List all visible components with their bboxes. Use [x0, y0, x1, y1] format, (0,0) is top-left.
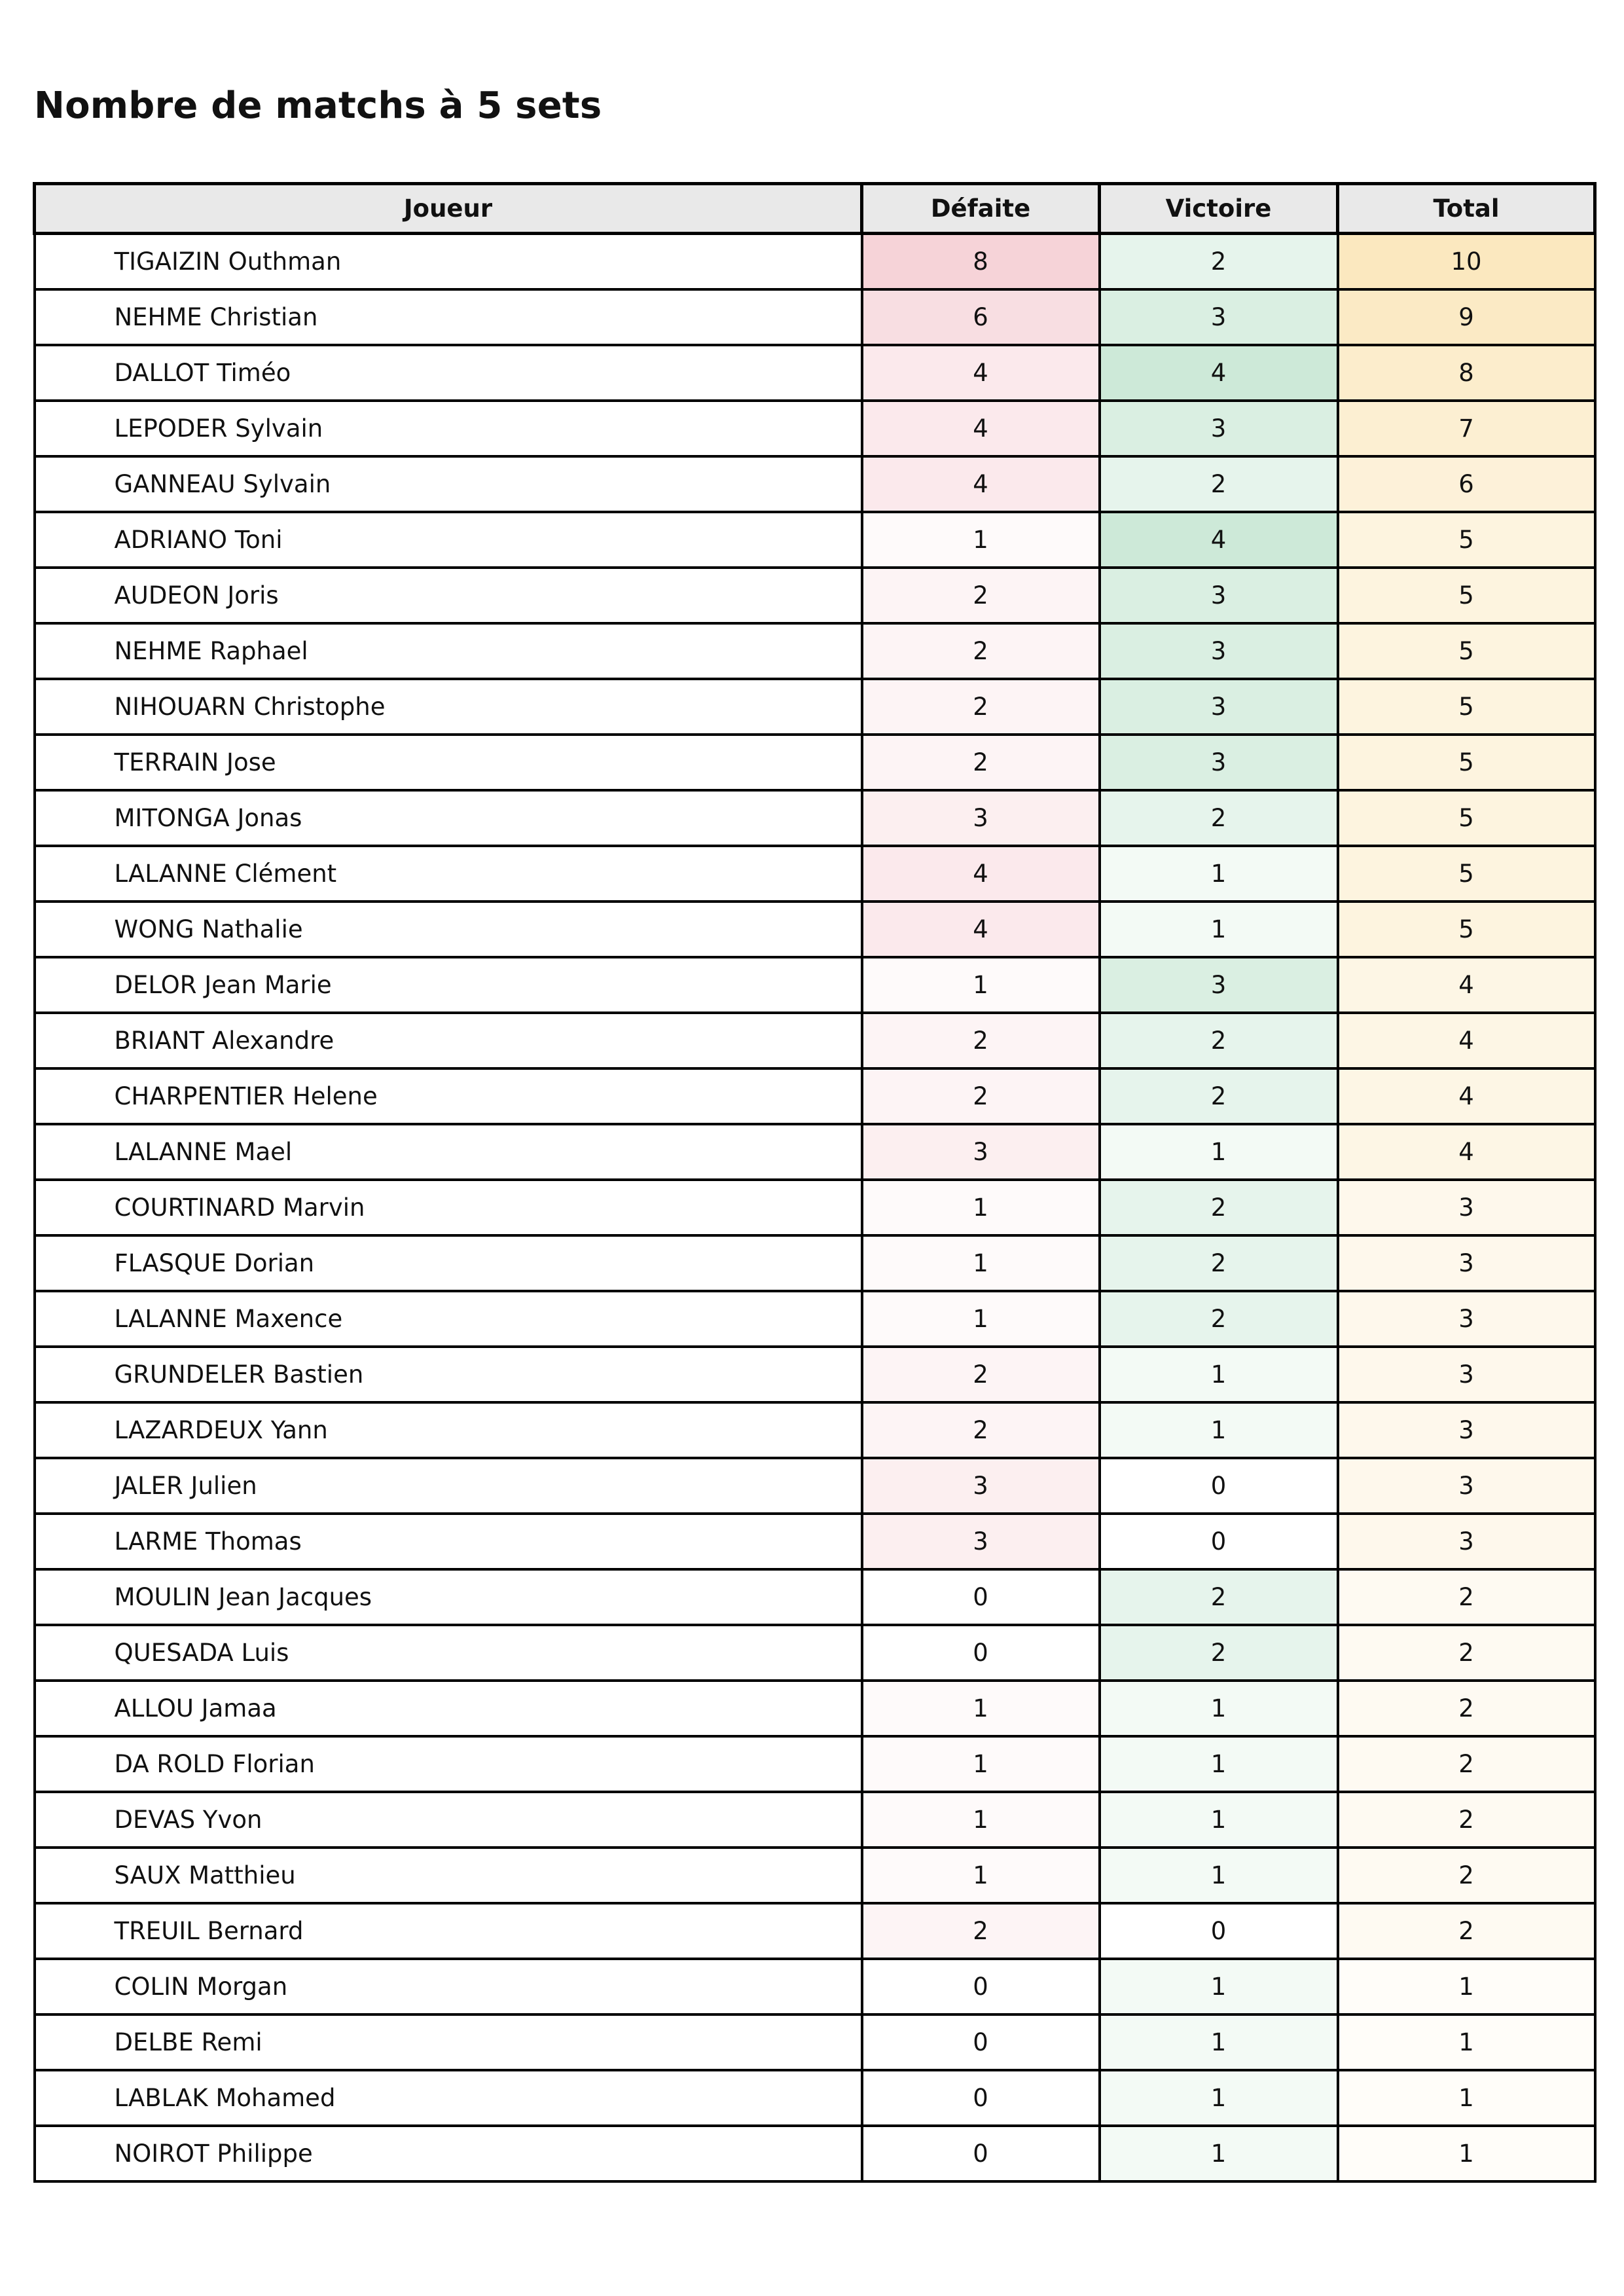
cell-victoire: 4: [1100, 345, 1338, 401]
cell-player: SAUX Matthieu: [35, 1848, 862, 1903]
cell-defaite: 2: [862, 679, 1100, 735]
table-row: [35, 1625, 1595, 1681]
cell-player: TERRAIN Jose: [35, 735, 862, 790]
cell-victoire: 2: [1100, 1235, 1338, 1291]
cell-victoire: 2: [1100, 1291, 1338, 1347]
table-row: [35, 1514, 1595, 1569]
cell-total: 3: [1338, 1514, 1595, 1569]
table-header: [35, 184, 1595, 234]
table-row: [35, 1569, 1595, 1625]
cell-total: 2: [1338, 1569, 1595, 1625]
cell-total: 10: [1338, 234, 1595, 289]
cell-total: 2: [1338, 1681, 1595, 1736]
table-row: [35, 790, 1595, 846]
cell-victoire: 1: [1100, 902, 1338, 957]
table-row: [35, 1068, 1595, 1124]
cell-player: TREUIL Bernard: [35, 1903, 862, 1959]
cell-player: DELBE Remi: [35, 2014, 862, 2070]
cell-defaite: 1: [862, 1180, 1100, 1235]
table-body: [35, 234, 1595, 2181]
cell-victoire: 3: [1100, 401, 1338, 456]
cell-total: 3: [1338, 1402, 1595, 1458]
cell-victoire: 1: [1100, 1736, 1338, 1792]
cell-defaite: 3: [862, 790, 1100, 846]
cell-victoire: 1: [1100, 1124, 1338, 1180]
cell-player: AUDEON Joris: [35, 568, 862, 623]
table-row: [35, 1013, 1595, 1068]
cell-defaite: 2: [862, 1013, 1100, 1068]
cell-defaite: 1: [862, 1291, 1100, 1347]
cell-player: DALLOT Timéo: [35, 345, 862, 401]
cell-victoire: 0: [1100, 1458, 1338, 1514]
table-row: [35, 1681, 1595, 1736]
cell-defaite: 4: [862, 902, 1100, 957]
table-row: [35, 957, 1595, 1013]
stats-table-container: [33, 182, 1593, 2183]
cell-defaite: 1: [862, 1848, 1100, 1903]
cell-player: ADRIANO Toni: [35, 512, 862, 568]
table-row: [35, 1736, 1595, 1792]
table-header-row: [35, 184, 1595, 234]
cell-player: QUESADA Luis: [35, 1625, 862, 1681]
cell-total: 3: [1338, 1180, 1595, 1235]
cell-defaite: 1: [862, 1235, 1100, 1291]
cell-player: NIHOUARN Christophe: [35, 679, 862, 735]
cell-defaite: 3: [862, 1124, 1100, 1180]
cell-player: FLASQUE Dorian: [35, 1235, 862, 1291]
table-row: [35, 1235, 1595, 1291]
cell-player: LABLAK Mohamed: [35, 2070, 862, 2126]
table-row: [35, 846, 1595, 902]
cell-victoire: 2: [1100, 1180, 1338, 1235]
table-row: [35, 1959, 1595, 2014]
cell-total: 5: [1338, 512, 1595, 568]
cell-defaite: 2: [862, 1347, 1100, 1402]
cell-defaite: 1: [862, 1792, 1100, 1848]
cell-player: COLIN Morgan: [35, 1959, 862, 2014]
cell-total: 4: [1338, 957, 1595, 1013]
table-row: [35, 512, 1595, 568]
cell-total: 9: [1338, 289, 1595, 345]
cell-defaite: 1: [862, 1736, 1100, 1792]
table-row: [35, 1402, 1595, 1458]
cell-defaite: 1: [862, 512, 1100, 568]
table-row: [35, 345, 1595, 401]
column-header-defaite: Défaite: [862, 184, 1100, 234]
table-row: [35, 2126, 1595, 2181]
cell-victoire: 2: [1100, 1013, 1338, 1068]
table-row: [35, 401, 1595, 456]
table-row: [35, 1458, 1595, 1514]
cell-victoire: 3: [1100, 679, 1338, 735]
cell-total: 4: [1338, 1124, 1595, 1180]
cell-victoire: 1: [1100, 1681, 1338, 1736]
column-header-player: Joueur: [35, 184, 862, 234]
cell-victoire: 1: [1100, 2070, 1338, 2126]
cell-defaite: 0: [862, 1625, 1100, 1681]
cell-player: DELOR Jean Marie: [35, 957, 862, 1013]
cell-defaite: 2: [862, 1402, 1100, 1458]
five-set-matches-table: [33, 182, 1597, 2183]
cell-defaite: 3: [862, 1514, 1100, 1569]
cell-victoire: 1: [1100, 846, 1338, 902]
cell-victoire: 2: [1100, 1625, 1338, 1681]
cell-victoire: 0: [1100, 1514, 1338, 1569]
cell-victoire: 2: [1100, 456, 1338, 512]
table-row: [35, 1291, 1595, 1347]
cell-player: GRUNDELER Bastien: [35, 1347, 862, 1402]
table-row: [35, 289, 1595, 345]
cell-victoire: 3: [1100, 289, 1338, 345]
cell-player: BRIANT Alexandre: [35, 1013, 862, 1068]
cell-total: 5: [1338, 568, 1595, 623]
cell-player: NEHME Raphael: [35, 623, 862, 679]
cell-player: LALANNE Maxence: [35, 1291, 862, 1347]
cell-total: 2: [1338, 1848, 1595, 1903]
cell-victoire: 2: [1100, 234, 1338, 289]
cell-defaite: 2: [862, 568, 1100, 623]
cell-victoire: 1: [1100, 2014, 1338, 2070]
cell-total: 5: [1338, 735, 1595, 790]
cell-player: LALANNE Mael: [35, 1124, 862, 1180]
cell-total: 1: [1338, 2070, 1595, 2126]
cell-player: LAZARDEUX Yann: [35, 1402, 862, 1458]
cell-total: 3: [1338, 1458, 1595, 1514]
cell-victoire: 3: [1100, 568, 1338, 623]
cell-victoire: 1: [1100, 1347, 1338, 1402]
cell-player: DEVAS Yvon: [35, 1792, 862, 1848]
cell-victoire: 3: [1100, 623, 1338, 679]
cell-defaite: 4: [862, 345, 1100, 401]
table-row: [35, 1347, 1595, 1402]
cell-defaite: 8: [862, 234, 1100, 289]
cell-defaite: 2: [862, 623, 1100, 679]
cell-total: 2: [1338, 1903, 1595, 1959]
cell-player: NEHME Christian: [35, 289, 862, 345]
cell-total: 1: [1338, 1959, 1595, 2014]
table-row: [35, 456, 1595, 512]
table-row: [35, 2070, 1595, 2126]
table-row: [35, 623, 1595, 679]
cell-total: 1: [1338, 2014, 1595, 2070]
cell-defaite: 0: [862, 2014, 1100, 2070]
cell-total: 5: [1338, 790, 1595, 846]
cell-victoire: 2: [1100, 1068, 1338, 1124]
cell-total: 3: [1338, 1347, 1595, 1402]
table-row: [35, 735, 1595, 790]
cell-player: TIGAIZIN Outhman: [35, 234, 862, 289]
cell-total: 7: [1338, 401, 1595, 456]
cell-defaite: 0: [862, 2126, 1100, 2181]
cell-total: 3: [1338, 1235, 1595, 1291]
cell-player: CHARPENTIER Helene: [35, 1068, 862, 1124]
column-header-total: Total: [1338, 184, 1595, 234]
cell-player: LEPODER Sylvain: [35, 401, 862, 456]
cell-victoire: 3: [1100, 957, 1338, 1013]
cell-victoire: 1: [1100, 1792, 1338, 1848]
cell-defaite: 0: [862, 1959, 1100, 2014]
cell-player: NOIROT Philippe: [35, 2126, 862, 2181]
cell-victoire: 4: [1100, 512, 1338, 568]
cell-defaite: 3: [862, 1458, 1100, 1514]
cell-player: MITONGA Jonas: [35, 790, 862, 846]
column-header-victoire: Victoire: [1100, 184, 1338, 234]
cell-defaite: 2: [862, 735, 1100, 790]
table-row: [35, 1180, 1595, 1235]
cell-defaite: 2: [862, 1068, 1100, 1124]
cell-defaite: 0: [862, 2070, 1100, 2126]
table-row: [35, 1792, 1595, 1848]
cell-player: LALANNE Clément: [35, 846, 862, 902]
cell-defaite: 1: [862, 1681, 1100, 1736]
cell-total: 6: [1338, 456, 1595, 512]
cell-player: GANNEAU Sylvain: [35, 456, 862, 512]
table-row: [35, 234, 1595, 289]
cell-player: JALER Julien: [35, 1458, 862, 1514]
cell-victoire: 3: [1100, 735, 1338, 790]
cell-player: DA ROLD Florian: [35, 1736, 862, 1792]
cell-total: 2: [1338, 1736, 1595, 1792]
table-row: [35, 1903, 1595, 1959]
cell-victoire: 0: [1100, 1903, 1338, 1959]
cell-total: 5: [1338, 679, 1595, 735]
cell-defaite: 1: [862, 957, 1100, 1013]
cell-defaite: 2: [862, 1903, 1100, 1959]
cell-player: ALLOU Jamaa: [35, 1681, 862, 1736]
cell-defaite: 6: [862, 289, 1100, 345]
page-title: Nombre de matchs à 5 sets: [34, 84, 602, 127]
cell-victoire: 1: [1100, 1848, 1338, 1903]
cell-total: 4: [1338, 1068, 1595, 1124]
cell-total: 5: [1338, 623, 1595, 679]
table-row: [35, 1848, 1595, 1903]
cell-total: 8: [1338, 345, 1595, 401]
cell-player: LARME Thomas: [35, 1514, 862, 1569]
table-row: [35, 1124, 1595, 1180]
table-row: [35, 679, 1595, 735]
cell-total: 4: [1338, 1013, 1595, 1068]
cell-victoire: 1: [1100, 2126, 1338, 2181]
cell-total: 5: [1338, 902, 1595, 957]
cell-total: 5: [1338, 846, 1595, 902]
cell-total: 2: [1338, 1625, 1595, 1681]
cell-defaite: 0: [862, 1569, 1100, 1625]
cell-total: 3: [1338, 1291, 1595, 1347]
cell-defaite: 4: [862, 846, 1100, 902]
table-row: [35, 2014, 1595, 2070]
cell-victoire: 1: [1100, 1959, 1338, 2014]
cell-player: MOULIN Jean Jacques: [35, 1569, 862, 1625]
cell-total: 1: [1338, 2126, 1595, 2181]
cell-defaite: 4: [862, 401, 1100, 456]
cell-player: COURTINARD Marvin: [35, 1180, 862, 1235]
table-row: [35, 902, 1595, 957]
cell-victoire: 2: [1100, 1569, 1338, 1625]
cell-defaite: 4: [862, 456, 1100, 512]
cell-victoire: 1: [1100, 1402, 1338, 1458]
cell-total: 2: [1338, 1792, 1595, 1848]
table-row: [35, 568, 1595, 623]
cell-player: WONG Nathalie: [35, 902, 862, 957]
cell-victoire: 2: [1100, 790, 1338, 846]
